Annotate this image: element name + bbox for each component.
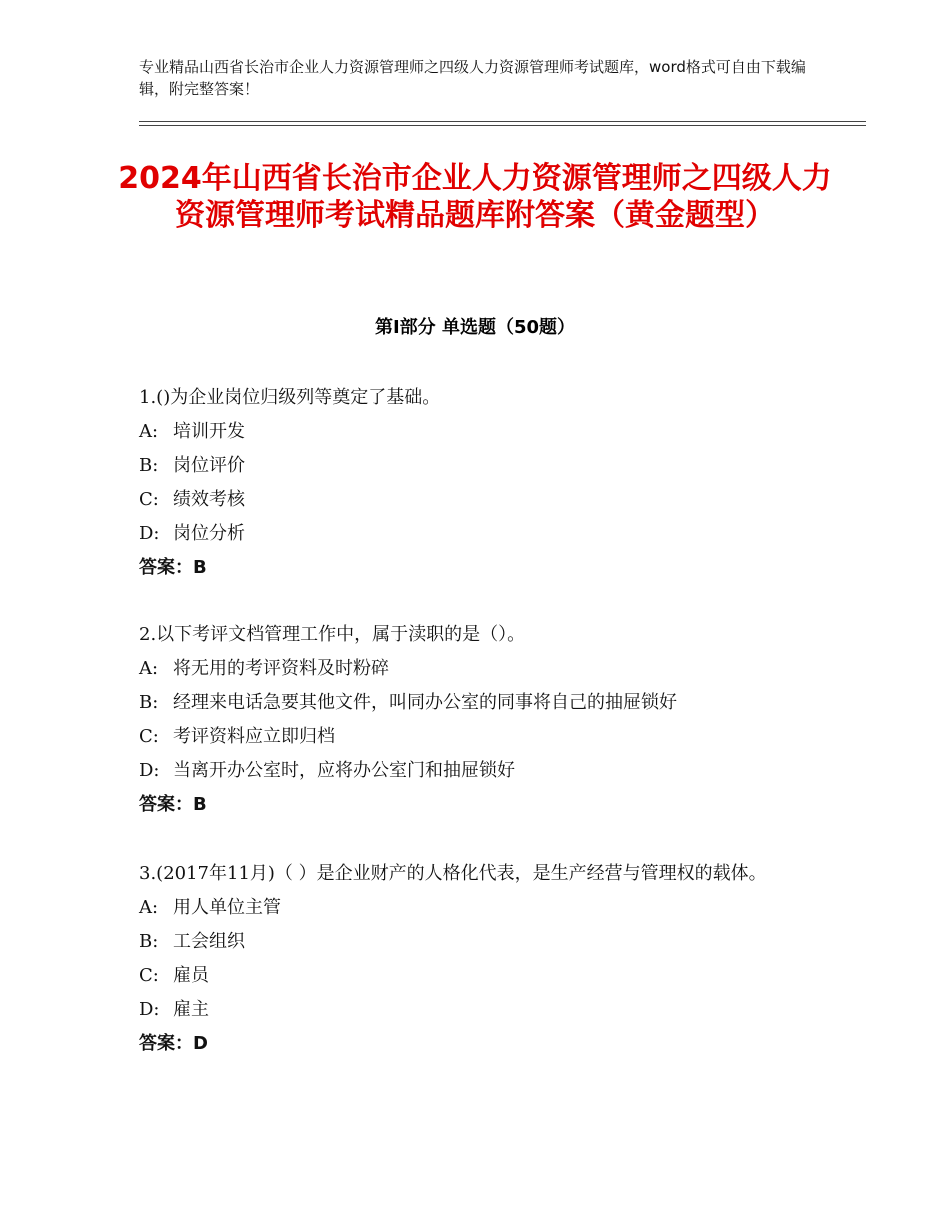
option-key: C:	[139, 489, 159, 510]
option-c	[139, 959, 819, 993]
option-d	[139, 754, 819, 788]
answer: 答案：B	[139, 794, 207, 815]
question-1	[139, 381, 819, 585]
option-key: B:	[139, 931, 159, 952]
option-text: 绩效考核	[173, 489, 245, 510]
option-text: 经理来电话急要其他文件，叫同办公室的同事将自己的抽屉锁好	[173, 692, 677, 713]
option-text: 岗位评价	[173, 455, 245, 476]
question-stem: 2.以下考评文档管理工作中，属于渎职的是（）。	[139, 624, 526, 645]
question-2	[139, 618, 819, 822]
option-key: B:	[139, 455, 159, 476]
option-key: C:	[139, 726, 159, 747]
option-text: 岗位分析	[173, 523, 245, 544]
option-a	[139, 652, 819, 686]
option-text: 培训开发	[173, 421, 245, 442]
header-rule-bottom	[139, 125, 866, 126]
answer: 答案：B	[139, 557, 207, 578]
option-text: 雇员	[173, 965, 209, 986]
option-a	[139, 415, 819, 449]
option-text: 雇主	[173, 999, 209, 1020]
option-key: B:	[139, 692, 159, 713]
option-c	[139, 720, 819, 754]
option-b	[139, 925, 819, 959]
option-key: C:	[139, 965, 159, 986]
option-a	[139, 891, 819, 925]
option-key: D:	[139, 523, 160, 544]
option-text: 工会组织	[173, 931, 245, 952]
option-b	[139, 686, 819, 720]
header-note: 专业精品山西省长治市企业人力资源管理师之四级人力资源管理师考试题库，word格式可自由下载编辑，附完整答案！	[139, 58, 806, 98]
question-stem: 3.(2017年11月)（ ）是企业财产的人格化代表，是生产经营与管理权的载体。	[139, 863, 767, 884]
option-text: 将无用的考评资料及时粉碎	[173, 658, 389, 679]
option-key: A:	[139, 421, 159, 442]
answer: 答案：D	[139, 1033, 208, 1054]
question-stem: 1.()为企业岗位归级列等奠定了基础。	[139, 387, 441, 408]
header-rule-top	[139, 121, 866, 122]
document-title: 2024年山西省长治市企业人力资源管理师之四级人力资源管理师考试精品题库附答案（黄金题型）	[118, 161, 832, 233]
option-b	[139, 449, 819, 483]
option-key: A:	[139, 658, 159, 679]
option-c	[139, 483, 819, 517]
option-key: D:	[139, 760, 160, 781]
question-3	[139, 857, 819, 1061]
option-key: D:	[139, 999, 160, 1020]
option-key: A:	[139, 897, 159, 918]
section-heading: 第Ⅰ部分 单选题（50题）	[374, 317, 575, 338]
option-text: 当离开办公室时，应将办公室门和抽屉锁好	[173, 760, 515, 781]
option-text: 用人单位主管	[173, 897, 281, 918]
option-d	[139, 517, 819, 551]
option-d	[139, 993, 819, 1027]
option-text: 考评资料应立即归档	[173, 726, 335, 747]
